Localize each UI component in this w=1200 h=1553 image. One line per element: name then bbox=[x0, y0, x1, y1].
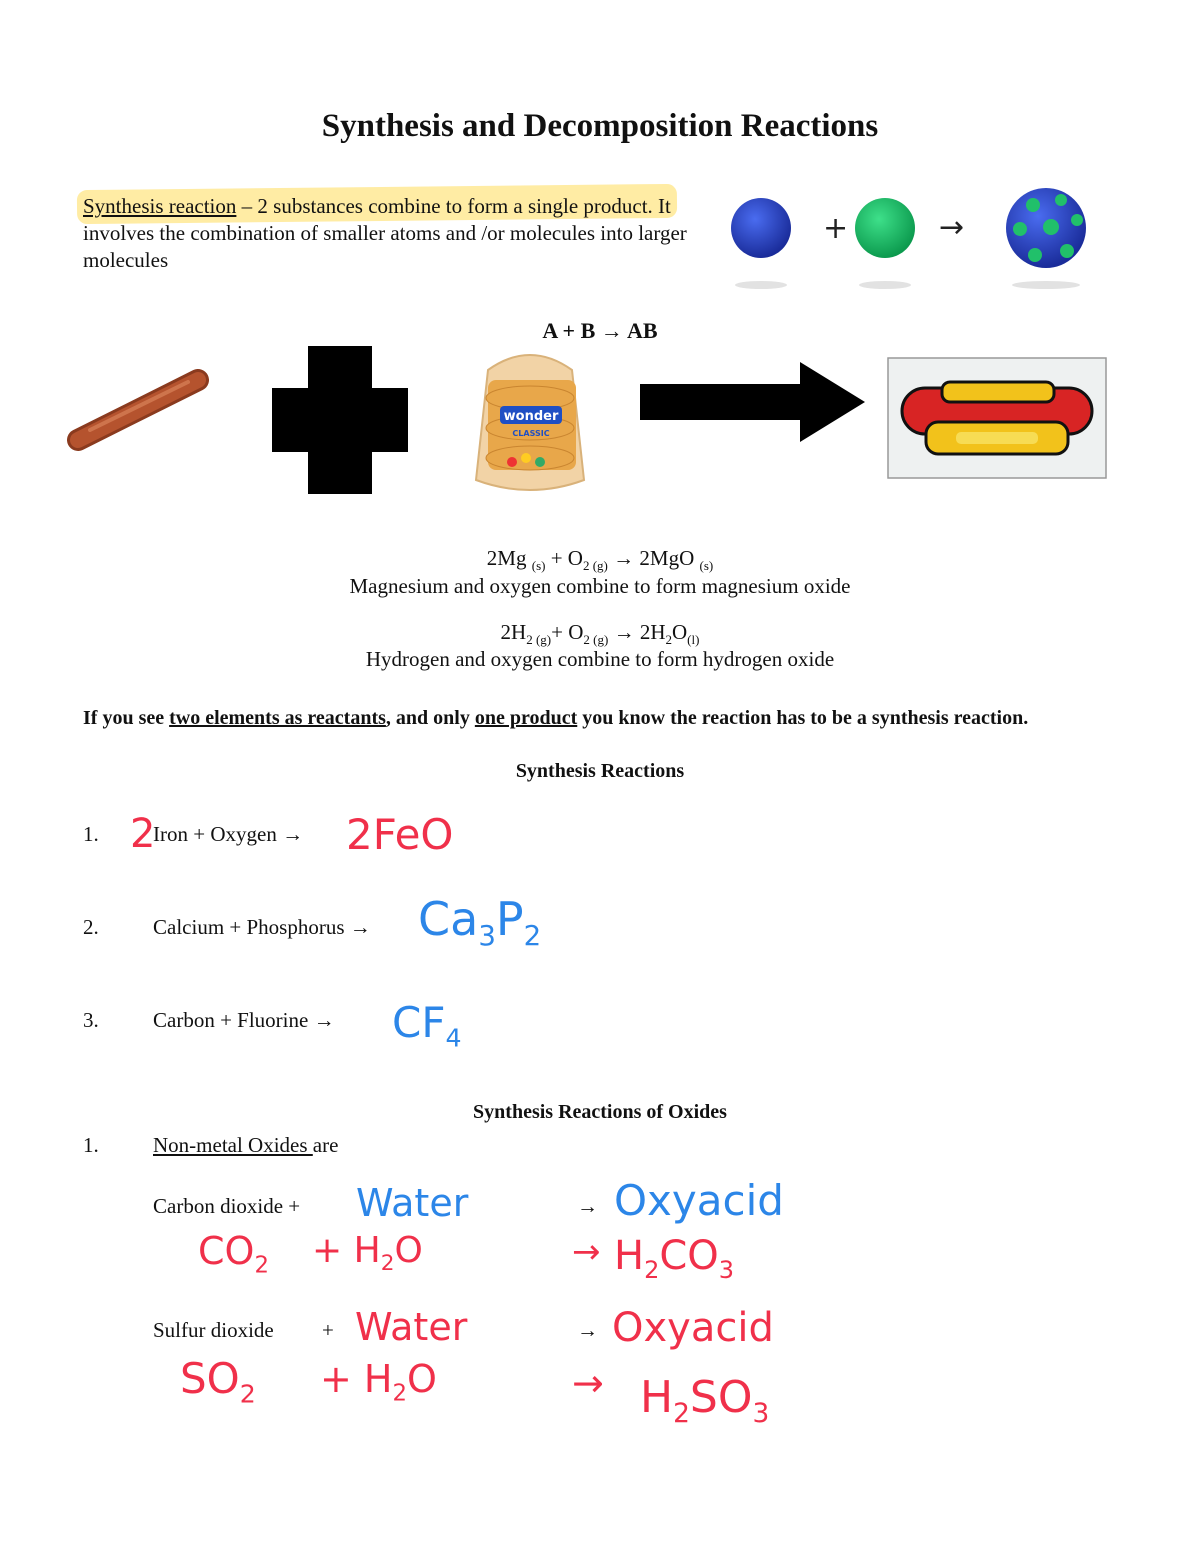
handwritten-water-formula bbox=[320, 1358, 437, 1415]
reaction-prompt: Carbon + Fluorine → bbox=[153, 1008, 335, 1032]
example-equation-1 bbox=[0, 546, 1200, 574]
handwritten-formula bbox=[180, 1356, 256, 1417]
green-spot bbox=[1043, 219, 1059, 235]
bun-brand: wonder bbox=[503, 409, 559, 424]
rule-text: , and only bbox=[385, 707, 475, 729]
synthesis-heading: Synthesis Reactions bbox=[515, 760, 685, 782]
rule-text: you know the reaction has to be a synthesis reaction. bbox=[577, 707, 1029, 729]
formula-sub: 2 bbox=[644, 1256, 660, 1284]
handwritten-product-formula bbox=[614, 1234, 734, 1292]
eq-sub: (s) bbox=[699, 558, 714, 574]
formula-part: + H bbox=[312, 1230, 381, 1271]
handwritten-arrow: → bbox=[572, 1361, 604, 1405]
bun-bag-image bbox=[476, 355, 584, 490]
formula-sub: 3 bbox=[718, 1256, 735, 1284]
formula-part: H bbox=[640, 1372, 674, 1423]
item-number: 3. bbox=[83, 1008, 99, 1032]
handwritten-water-formula bbox=[312, 1230, 423, 1285]
reactant-label: Sulfur dioxide bbox=[153, 1318, 274, 1342]
plus-symbol bbox=[272, 346, 408, 494]
handwritten-water: Water bbox=[356, 1181, 469, 1225]
item-number: 1. bbox=[83, 822, 99, 846]
formula-sub: 3 bbox=[752, 1397, 770, 1429]
eq-part: 2H bbox=[500, 620, 527, 644]
eq-sub: 2 bbox=[665, 632, 672, 648]
oxides-heading: Synthesis Reactions of Oxides bbox=[473, 1101, 727, 1123]
synthesis-rule bbox=[83, 704, 1123, 732]
oxides-label-suffix: are bbox=[312, 1133, 339, 1157]
eq-part: + O bbox=[551, 620, 584, 644]
definition-text: – 2 substances combine to form a single product. It involves the combination of smaller atoms and /or molecules into larger molecules bbox=[83, 194, 687, 272]
formula-part: O bbox=[394, 1230, 423, 1271]
atom-combination-diagram bbox=[715, 175, 1125, 295]
formula-sub: 2 bbox=[523, 919, 542, 953]
handwritten-answer bbox=[418, 894, 541, 961]
eq-part: → 2H bbox=[608, 620, 666, 644]
oxides-label bbox=[153, 1133, 338, 1158]
shadow bbox=[1012, 281, 1080, 289]
atom-a-blue bbox=[731, 198, 791, 258]
oxides-label-underlined: Non-metal Oxides bbox=[153, 1133, 313, 1157]
item-number: 1. bbox=[83, 1133, 99, 1157]
eq-part: O bbox=[672, 620, 688, 644]
handwritten-product: Oxyacid bbox=[614, 1176, 784, 1225]
arrow: → bbox=[577, 1318, 598, 1342]
example-equation-2 bbox=[0, 620, 1200, 648]
formula-part: CF bbox=[392, 998, 446, 1047]
rule-underlined: two elements as reactants bbox=[169, 707, 386, 729]
handwritten-product-formula bbox=[640, 1374, 769, 1438]
eq-part: → 2MgO bbox=[607, 546, 700, 570]
eq-sub: 2 (g) bbox=[526, 632, 552, 648]
formula-part: SO bbox=[689, 1372, 753, 1423]
shadow bbox=[859, 281, 911, 289]
formula-part: Ca bbox=[418, 892, 479, 946]
handwritten-water: Water bbox=[355, 1305, 468, 1349]
eq-part: + O bbox=[545, 546, 583, 570]
eq-sub: 2 (g) bbox=[583, 632, 609, 648]
formula-part: P bbox=[495, 892, 524, 946]
page-title: Synthesis and Decomposition Reactions bbox=[321, 108, 879, 144]
synthesis-definition bbox=[83, 193, 703, 274]
hotdog-image bbox=[888, 358, 1106, 478]
formula-sub: 2 bbox=[239, 1379, 256, 1409]
formula-sub: 2 bbox=[673, 1397, 690, 1429]
plus-sign: + bbox=[823, 211, 849, 246]
formula-sub: 2 bbox=[380, 1251, 395, 1277]
item-number: 2. bbox=[83, 915, 99, 939]
bun-label: CLASSIC bbox=[512, 429, 550, 438]
formula-part: CO bbox=[198, 1229, 255, 1273]
shadow bbox=[735, 281, 787, 289]
green-spot bbox=[1013, 222, 1027, 236]
formula-part: SO bbox=[180, 1354, 240, 1403]
green-spot bbox=[1060, 244, 1074, 258]
green-spot bbox=[1055, 194, 1067, 206]
arrow-sign: → bbox=[939, 210, 965, 245]
general-equation: A + B → AB bbox=[542, 318, 658, 343]
plus-sign: + bbox=[322, 1318, 334, 1342]
reaction-prompt: Iron + Oxygen → bbox=[153, 822, 304, 846]
formula-part: + H bbox=[320, 1357, 393, 1401]
formula-sub: 2 bbox=[254, 1252, 269, 1279]
green-spot bbox=[1026, 198, 1040, 212]
arrow-symbol bbox=[640, 362, 865, 442]
formula-part: H bbox=[614, 1233, 645, 1279]
atom-b-green bbox=[855, 198, 915, 258]
green-spot bbox=[1028, 248, 1042, 262]
reactant-label: Carbon dioxide + bbox=[153, 1194, 301, 1218]
sausage-image bbox=[78, 380, 198, 440]
arrow: → bbox=[577, 1194, 598, 1218]
rule-underlined: one product bbox=[474, 707, 578, 729]
handwritten-formula bbox=[198, 1230, 269, 1287]
green-spot bbox=[1071, 214, 1083, 226]
formula-sub: 2 bbox=[392, 1380, 408, 1407]
eq-sub: (l) bbox=[687, 632, 700, 648]
example-description-1: Magnesium and oxygen combine to form magnesium oxide bbox=[349, 574, 851, 598]
eq-sub: 2 (g) bbox=[582, 558, 608, 574]
handwritten-answer: 2FeO bbox=[346, 810, 454, 859]
formula-sub: 4 bbox=[445, 1023, 462, 1053]
reaction-prompt: Calcium + Phosphorus → bbox=[153, 915, 371, 939]
definition-term: Synthesis reaction bbox=[83, 194, 237, 218]
formula-part: O bbox=[407, 1357, 437, 1401]
formula-part: CO bbox=[659, 1233, 719, 1279]
handwritten-arrow: → bbox=[572, 1232, 601, 1272]
example-description-2: Hydrogen and oxygen combine to form hydrogen oxide bbox=[365, 647, 835, 671]
rule-text: If you see bbox=[83, 707, 170, 729]
eq-part: 2Mg bbox=[486, 546, 532, 570]
handwritten-answer bbox=[392, 1000, 462, 1061]
hotdog-analogy-diagram bbox=[60, 340, 1120, 505]
handwritten-product: Oxyacid bbox=[612, 1305, 774, 1351]
eq-sub: (s) bbox=[531, 558, 546, 574]
formula-sub: 3 bbox=[478, 919, 496, 953]
handwritten-coefficient: 2 bbox=[130, 811, 156, 857]
